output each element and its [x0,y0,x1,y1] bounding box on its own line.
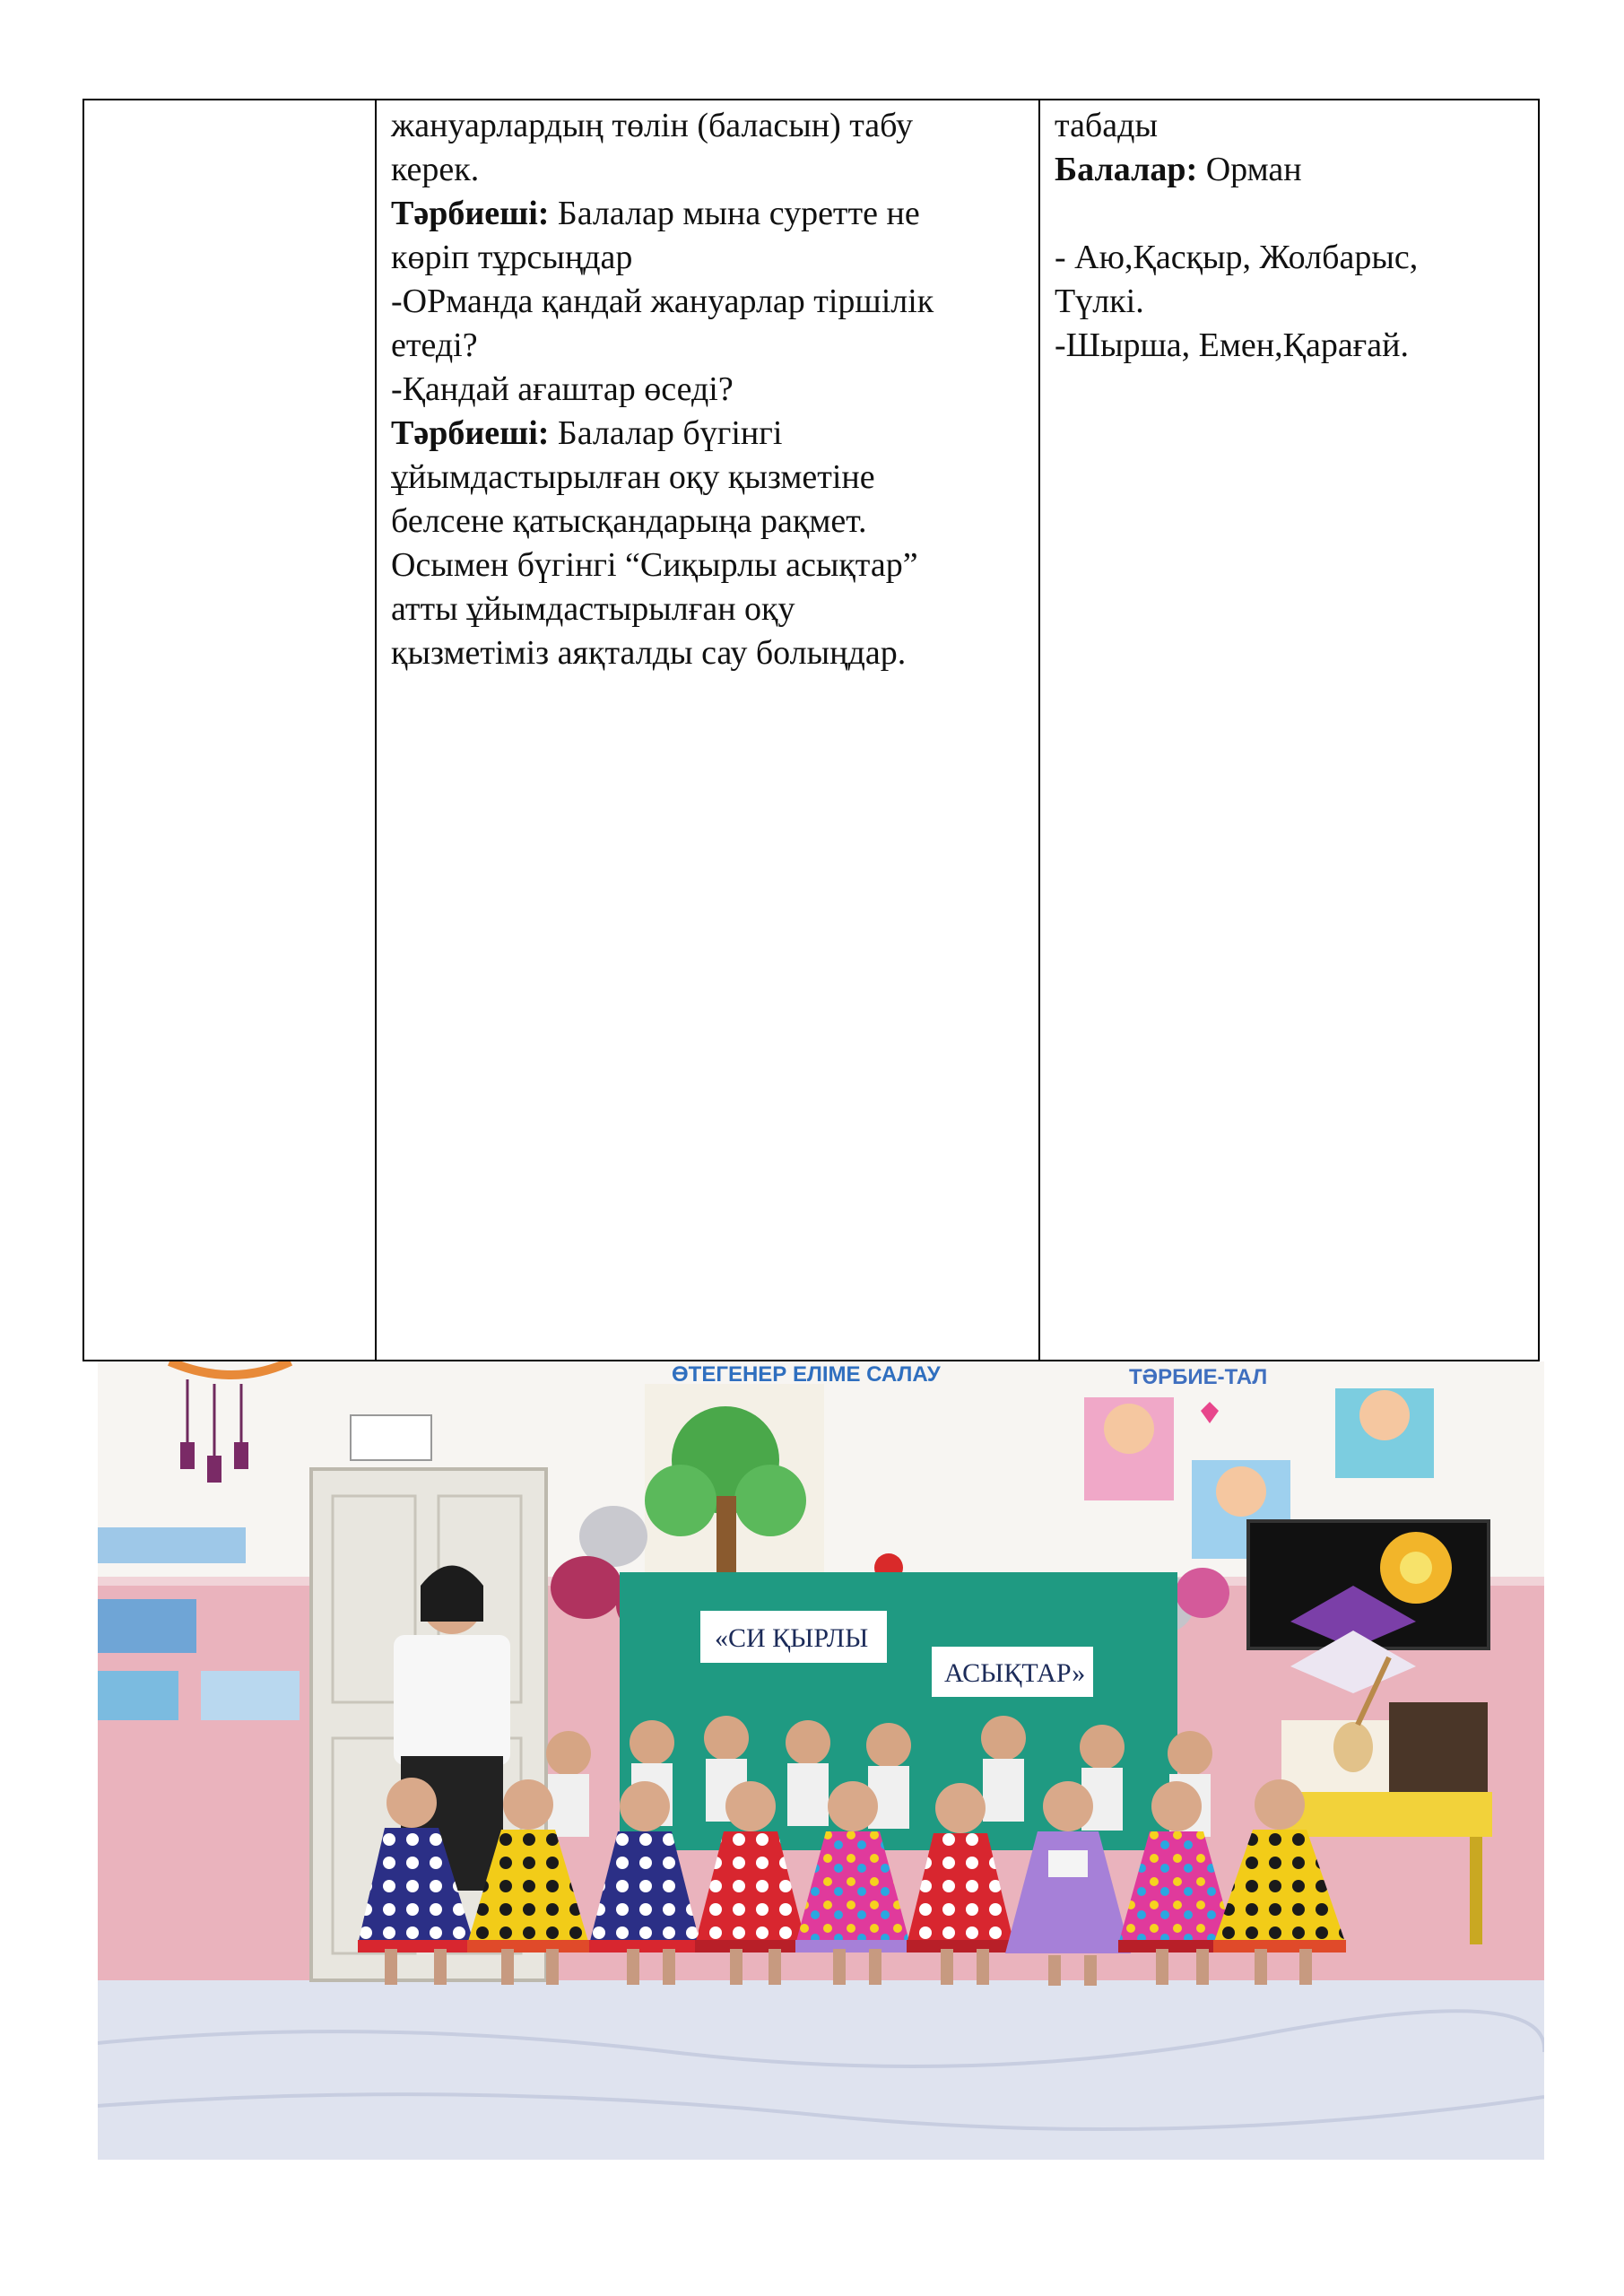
wall-poster [98,1527,246,1563]
speaker-label: Тәрбиеші: [391,414,550,452]
line-text: табады [1055,107,1159,144]
table-cell-empty [84,100,377,1360]
class-photo [98,1361,1544,2160]
text-line [391,631,1026,675]
line-text: -Қандай ағаштар өседі? [391,370,734,408]
text-line [391,148,1026,192]
balloon [1176,1568,1229,1618]
line-text: Түлкі. [1055,283,1144,320]
banner-title-line2: АСЫҚТАР» [944,1658,1086,1688]
dombra-icon [1333,1722,1373,1772]
balloon [551,1556,622,1619]
line-text: қызметіміз аяқталды сау болыңдар. [391,634,907,672]
wall-poster [98,1671,178,1720]
floor-mat [98,1980,1544,2160]
wall-poster [98,1599,196,1653]
text-line [391,236,1026,280]
text-line [391,412,1026,456]
text-line [391,456,1026,500]
front-row-children [358,1778,1346,1953]
line-text: Балалар бүгінгі [549,414,783,452]
wall-poster [201,1671,300,1720]
text-line [1055,280,1527,324]
wall-sign: ТӘРБИЕ-ТАЛ [1129,1365,1268,1389]
speaker-label: Балалар: [1055,151,1198,188]
banner-title-line1: «СИ ҚЫРЛЫ [715,1623,869,1653]
text-line [1055,192,1527,236]
line-text: Балалар мына суретте не [549,195,920,232]
wall-top-sign: ӨТЕГЕНЕР ЕЛІМЕ САЛАУ [672,1362,941,1387]
text-line [1055,324,1527,368]
line-text: Орман [1197,151,1302,188]
text-line [391,587,1026,631]
table-cell-teacher-actions [377,100,1040,1360]
text-line [391,500,1026,544]
line-text: етеді? [391,326,478,364]
line-text: белсене қатысқандарыңа рақмет. [391,502,867,540]
speaker-label: Тәрбиеші: [391,195,550,232]
line-text: керек. [391,151,480,188]
text-line [391,544,1026,587]
text-line [1055,104,1527,148]
line-text: көріп тұрсыңдар [391,239,633,276]
text-line [391,192,1026,236]
text-line [391,324,1026,368]
text-line [1055,236,1527,280]
text-line [391,104,1026,148]
line-text: ұйымдастырылған оқу қызметіне [391,458,875,496]
text-line [1055,148,1527,192]
text-line [391,368,1026,412]
line-text: атты ұйымдастырылған оқу [391,590,795,628]
lesson-table [83,99,1540,1361]
line-text: -ОРманда қандай жануарлар тіршілік [391,283,934,320]
text-line [391,280,1026,324]
table-cell-children-actions [1040,100,1538,1360]
shelf [1277,1792,1492,1837]
line-text: Осымен бүгінгі “Сиқырлы асықтар” [391,546,918,584]
yurt-model [1389,1702,1488,1792]
line-text: -Шырша, Емен,Қарағай. [1055,326,1409,364]
line-text: жануарлардың төлін (баласын) табу [391,107,914,144]
class-photo-scene [98,1361,1544,2160]
line-text: - Аю,Қасқыр, Жолбарыс, [1055,239,1419,276]
